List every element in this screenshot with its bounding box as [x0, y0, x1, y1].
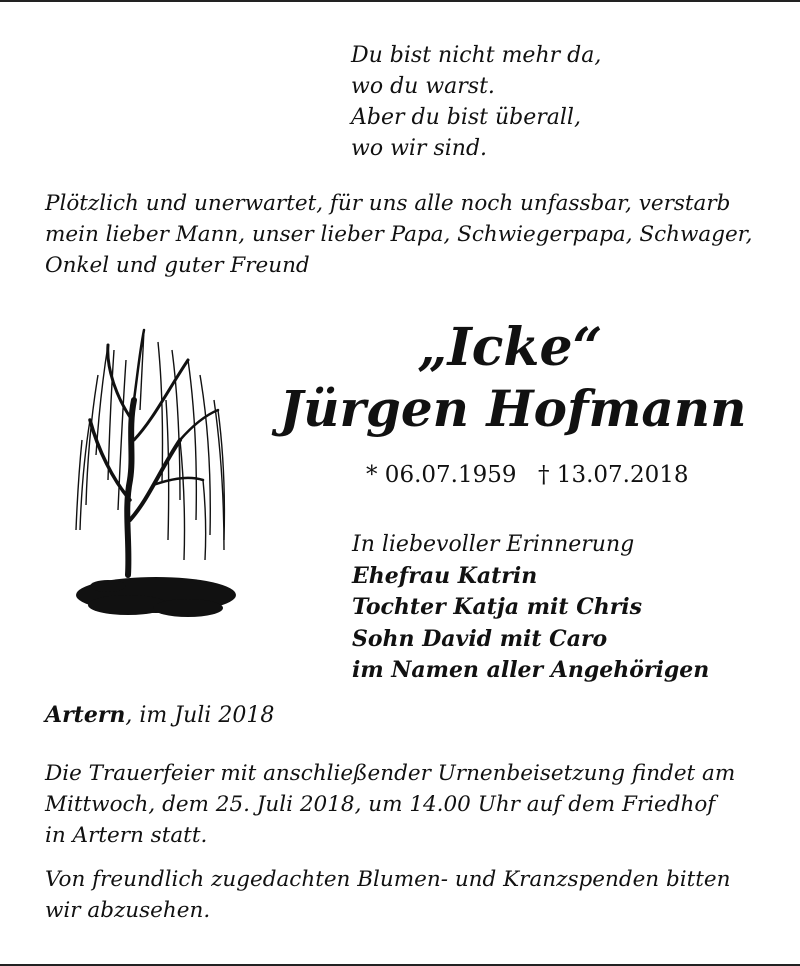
flower-line: Von freundlich zugedachten Blumen- und Kranzspenden bitten: [45, 867, 731, 892]
mourner-name: Tochter Katja mit Chris: [352, 594, 643, 620]
poem-line: wo wir sind.: [351, 136, 488, 161]
place-town: Artern: [45, 702, 126, 728]
mourner-name: im Namen aller Angehörigen: [352, 657, 710, 683]
poem-line: Du bist nicht mehr da,: [351, 43, 602, 68]
place-date: [45, 700, 274, 731]
mourner-name: Ehefrau Katrin: [352, 562, 538, 589]
announcement-line: Plötzlich und unerwartet, für uns alle noch unfassbar, verstarb: [45, 191, 731, 216]
birth-date: * 06.07.1959: [366, 462, 517, 488]
deceased-nickname: „Icke“: [417, 317, 603, 378]
funeral-info: [45, 758, 765, 851]
place-month: , im Juli 2018: [125, 703, 275, 728]
poem: [351, 40, 601, 164]
weeping-willow-icon: [68, 320, 238, 632]
mourners-intro: In liebevoller Erinnerung: [352, 532, 635, 557]
flower-request: [45, 864, 765, 926]
mourner-name: Sohn David mit Caro: [352, 625, 608, 652]
announcement-line: mein lieber Mann, unser lieber Papa, Schwiegerpapa, Schwager,: [45, 222, 753, 247]
flower-line: wir abzusehen.: [45, 898, 211, 923]
death-date: † 13.07.2018: [538, 462, 689, 488]
announcement-text: [45, 188, 765, 281]
poem-line: wo du warst.: [351, 74, 495, 99]
poem-line: Aber du bist überall,: [351, 105, 581, 130]
announcement-line: Onkel und guter Freund: [45, 253, 310, 278]
funeral-line: Mittwoch, dem 25. Juli 2018, um 14.00 Uhr auf dem Friedhof: [45, 792, 716, 817]
deceased-name: Jürgen Hofmann: [279, 379, 747, 438]
funeral-line: Die Trauerfeier mit anschließender Urnenbeisetzung findet am: [45, 761, 736, 786]
mourners: [352, 529, 709, 687]
funeral-line: in Artern statt.: [45, 823, 208, 848]
